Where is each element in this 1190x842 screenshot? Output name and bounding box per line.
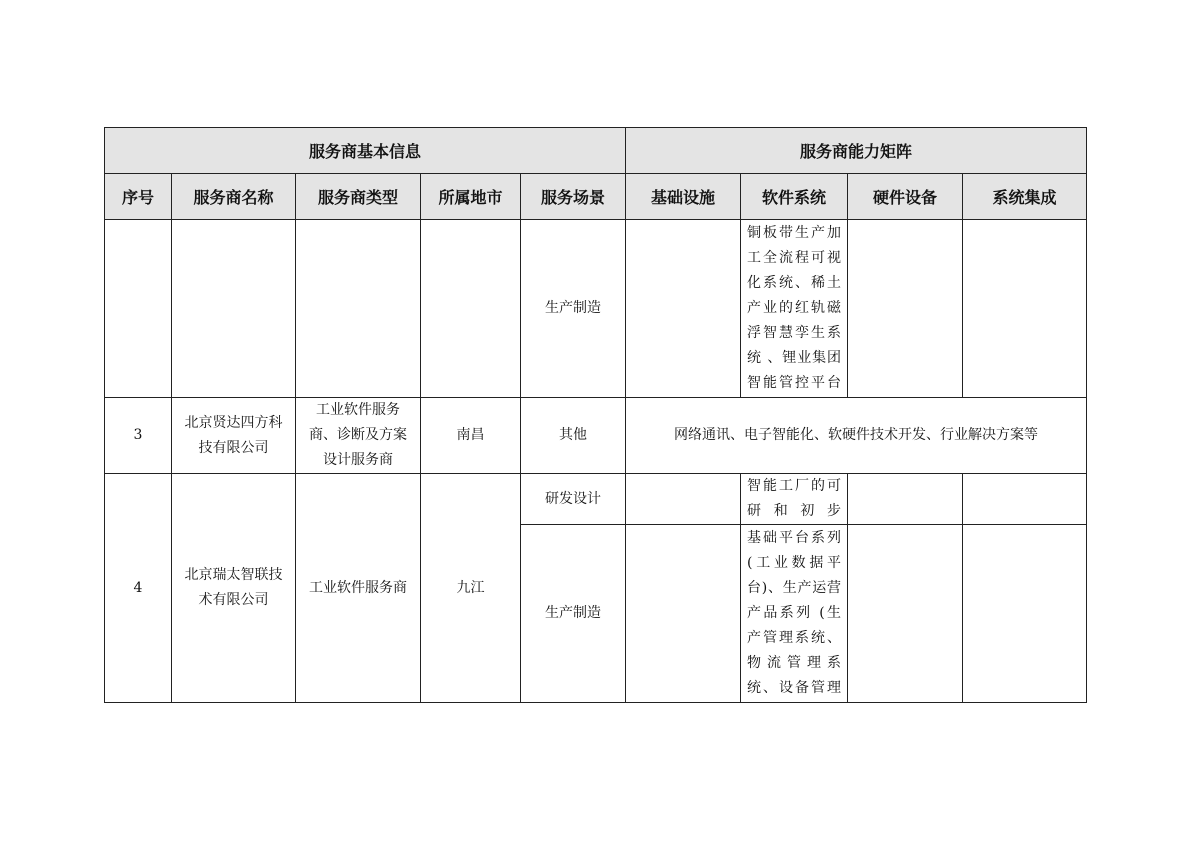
col-header-no: 序号 xyxy=(105,174,172,220)
col-header-software: 软件系统 xyxy=(741,174,848,220)
cell-integration xyxy=(963,220,1087,398)
col-header-hardware: 硬件设备 xyxy=(848,174,963,220)
cell-name xyxy=(172,220,296,398)
cell-city xyxy=(421,220,521,398)
cell-no: 4 xyxy=(105,474,172,703)
cell-name: 北京贤达四方科 技有限公司 xyxy=(172,398,296,474)
col-header-type: 服务商类型 xyxy=(296,174,421,220)
col-header-name: 服务商名称 xyxy=(172,174,296,220)
col-header-scenario: 服务场景 xyxy=(521,174,626,220)
cell-capability-merged: 网络通讯、电子智能化、软硬件技术开发、行业解决方案等 xyxy=(626,398,1087,474)
group-basic-info: 服务商基本信息 xyxy=(105,128,626,174)
cell-integration xyxy=(963,474,1087,525)
cell-hardware xyxy=(848,220,963,398)
cell-scenario: 生产制造 xyxy=(521,220,626,398)
cell-type xyxy=(296,220,421,398)
col-header-city: 所属地市 xyxy=(421,174,521,220)
cell-infrastructure xyxy=(626,474,741,525)
cell-type: 工业软件服务商 xyxy=(296,474,421,703)
cell-software: 智能工厂的可 研和初步 xyxy=(741,474,848,525)
cell-scenario: 其他 xyxy=(521,398,626,474)
column-header-row xyxy=(105,174,1087,220)
cell-city: 南昌 xyxy=(421,398,521,474)
cell-software: 铜板带生产加 工全流程可视 化系统、稀土 产业的红轨磁 浮智慧孪生系 统 、锂业集团 智能管控平台 xyxy=(741,220,848,398)
cell-no xyxy=(105,220,172,398)
cell-no: 3 xyxy=(105,398,172,474)
cell-infrastructure xyxy=(626,220,741,398)
table-row-3 xyxy=(105,398,1087,474)
service-provider-table xyxy=(104,127,1087,703)
cell-infrastructure xyxy=(626,525,741,703)
group-capability-matrix: 服务商能力矩阵 xyxy=(626,128,1087,174)
table-row-continuation xyxy=(105,220,1087,398)
table-row-4 xyxy=(105,474,1087,525)
cell-scenario: 研发设计 xyxy=(521,474,626,525)
cell-hardware xyxy=(848,525,963,703)
cell-city: 九江 xyxy=(421,474,521,703)
cell-software: 基础平台系列 (工业数据平 台)、生产运营 产品系列 (生 产管理系统、 物流管理系 统、设备管理 xyxy=(741,525,848,703)
col-header-infrastructure: 基础设施 xyxy=(626,174,741,220)
cell-type: 工业软件服务 商、诊断及方案 设计服务商 xyxy=(296,398,421,474)
col-header-integration: 系统集成 xyxy=(963,174,1087,220)
group-header-row xyxy=(105,128,1087,174)
cell-scenario: 生产制造 xyxy=(521,525,626,703)
cell-hardware xyxy=(848,474,963,525)
cell-name: 北京瑞太智联技 术有限公司 xyxy=(172,474,296,703)
cell-integration xyxy=(963,525,1087,703)
